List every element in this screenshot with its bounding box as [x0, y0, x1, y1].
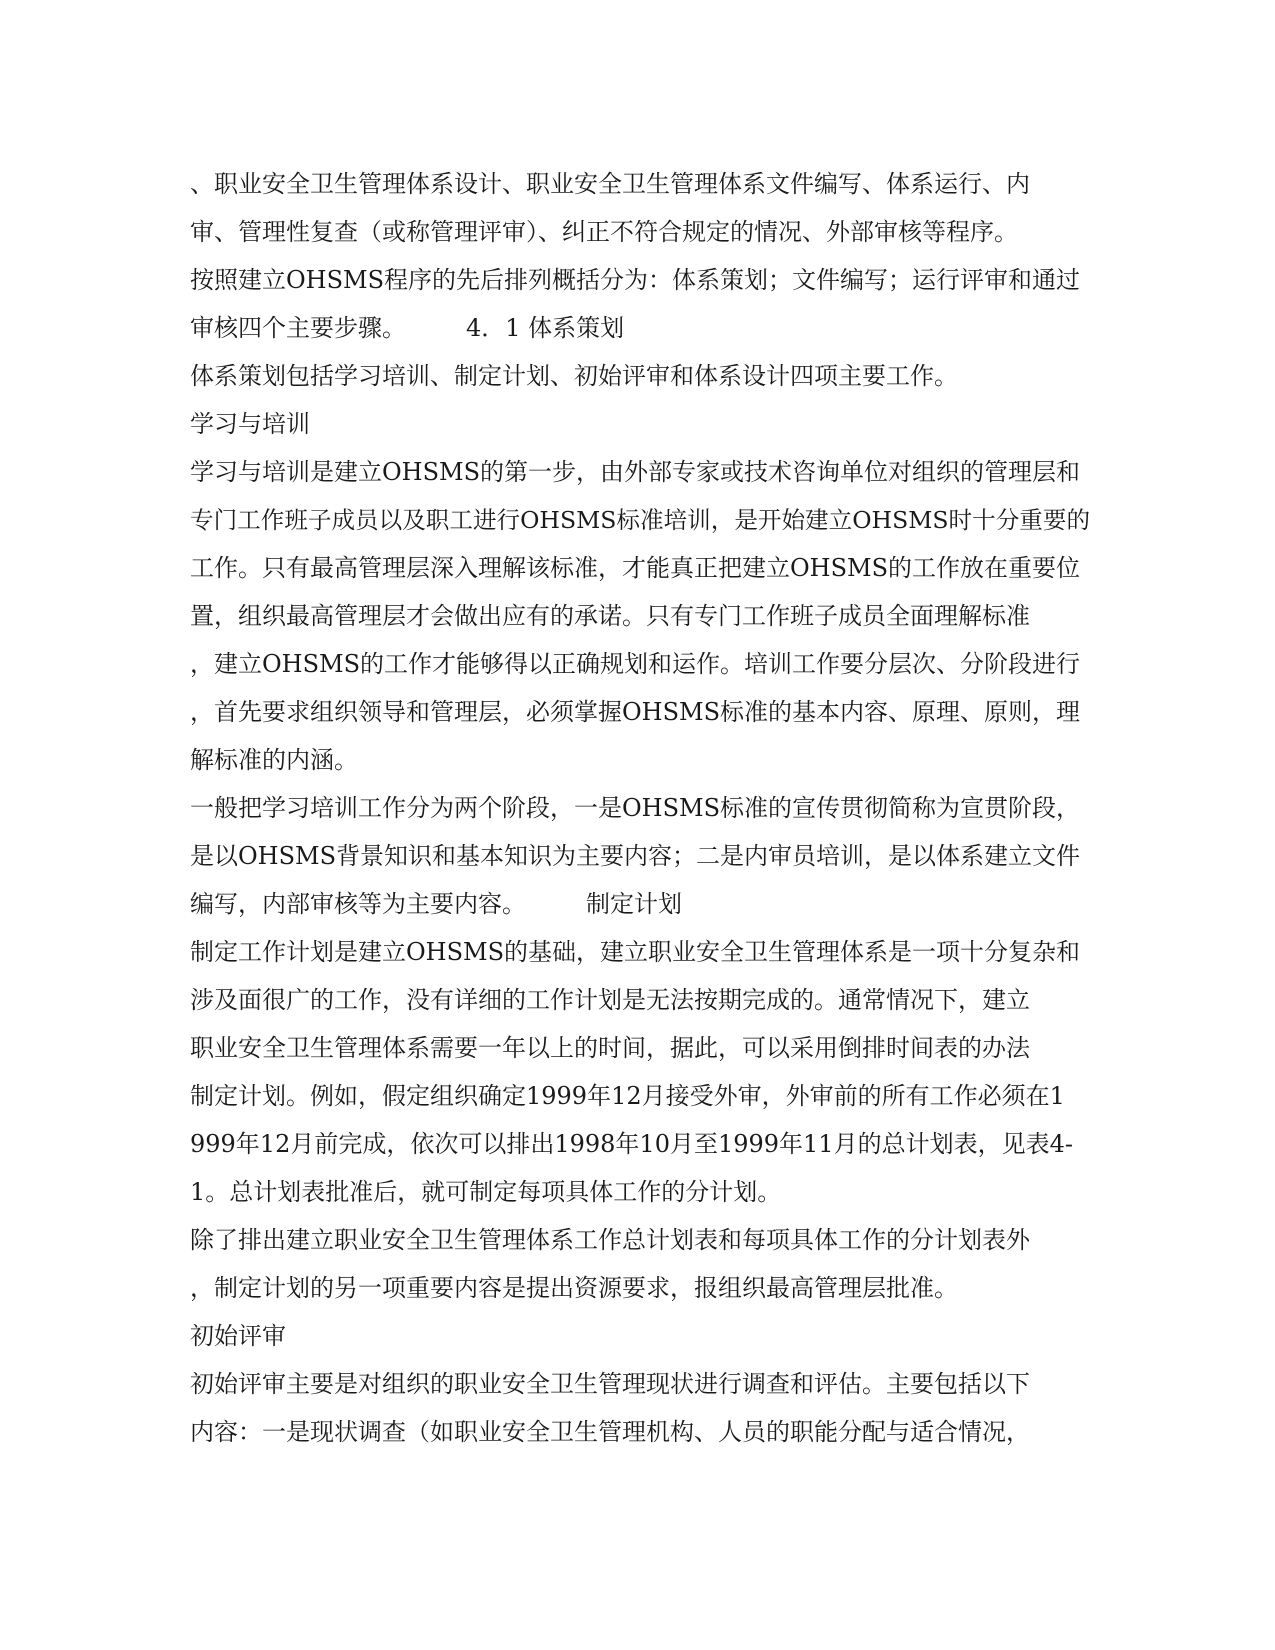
text-line: 一般把学习培训工作分为两个阶段，一是OHSMS标准的宣传贯彻简称为宣贯阶段， — [190, 794, 1081, 822]
text-line: 职业安全卫生管理体系需要一年以上的时间，据此，可以采用倒排时间表的办法 — [190, 1034, 1030, 1062]
text-line: 是以OHSMS背景知识和基本知识为主要内容；二是内审员培训，是以体系建立文件 — [190, 842, 1081, 870]
text-line: 制定计划。例如，假定组织确定1999年12月接受外审，外审前的所有工作必须在1 — [190, 1082, 1065, 1110]
text-line: 除了排出建立职业安全卫生管理体系工作总计划表和每项具体工作的分计划表外 — [190, 1226, 1030, 1254]
text-line: 初始评审主要是对组织的职业安全卫生管理现状进行调查和评估。主要包括以下 — [190, 1370, 1030, 1398]
text-line: 、职业安全卫生管理体系设计、职业安全卫生管理体系文件编写、体系运行、内 — [190, 170, 1030, 198]
text-line: 工作。只有最高管理层深入理解该标准，才能真正把建立OHSMS的工作放在重要位 — [190, 554, 1081, 582]
text-line: ，制定计划的另一项重要内容是提出资源要求，报组织最高管理层批准。 — [190, 1274, 958, 1302]
text-line: 学习与培训是建立OHSMS的第一步，由外部专家或技术咨询单位对组织的管理层和 — [190, 458, 1081, 486]
text-line: 体系策划包括学习培训、制定计划、初始评审和体系设计四项主要工作。 — [190, 362, 958, 390]
document-body — [190, 160, 1090, 1456]
text-line: 涉及面很广的工作，没有详细的工作计划是无法按期完成的。通常情况下，建立 — [190, 986, 1030, 1014]
text-line: 编写，内部审核等为主要内容。 制定计划 — [190, 890, 682, 918]
text-line: ，建立OHSMS的工作才能够得以正确规划和运作。培训工作要分层次、分阶段进行 — [190, 650, 1081, 678]
text-line: 审、管理性复查（或称管理评审）、纠正不符合规定的情况、外部审核等程序。 — [190, 218, 1018, 246]
text-line: 制定工作计划是建立OHSMS的基础，建立职业安全卫生管理体系是一项十分复杂和 — [190, 938, 1081, 966]
section-heading: 学习与培训 — [190, 410, 310, 438]
text-line: 解标准的内涵。 — [190, 746, 358, 774]
text-line: 内容：一是现状调查（如职业安全卫生管理机构、人员的职能分配与适合情况， — [190, 1418, 1030, 1446]
section-heading: 初始评审 — [190, 1322, 286, 1350]
text-line: 999年12月前完成，依次可以排出1998年10月至1999年11月的总计划表，见表4- — [190, 1130, 1073, 1158]
text-line: 置，组织最高管理层才会做出应有的承诺。只有专门工作班子成员全面理解标准 — [190, 602, 1030, 630]
text-line: 1。总计划表批准后，就可制定每项具体工作的分计划。 — [190, 1178, 782, 1206]
text-line: 审核四个主要步骤。 4．1 体系策划 — [190, 314, 625, 342]
text-line: 按照建立OHSMS程序的先后排列概括分为：体系策划；文件编写；运行评审和通过 — [190, 266, 1081, 294]
text-line: 专门工作班子成员以及职工进行OHSMS标准培训，是开始建立OHSMS时十分重要的 — [190, 506, 1091, 534]
text-line: ，首先要求组织领导和管理层，必须掌握OHSMS标准的基本内容、原理、原则，理 — [190, 698, 1081, 726]
